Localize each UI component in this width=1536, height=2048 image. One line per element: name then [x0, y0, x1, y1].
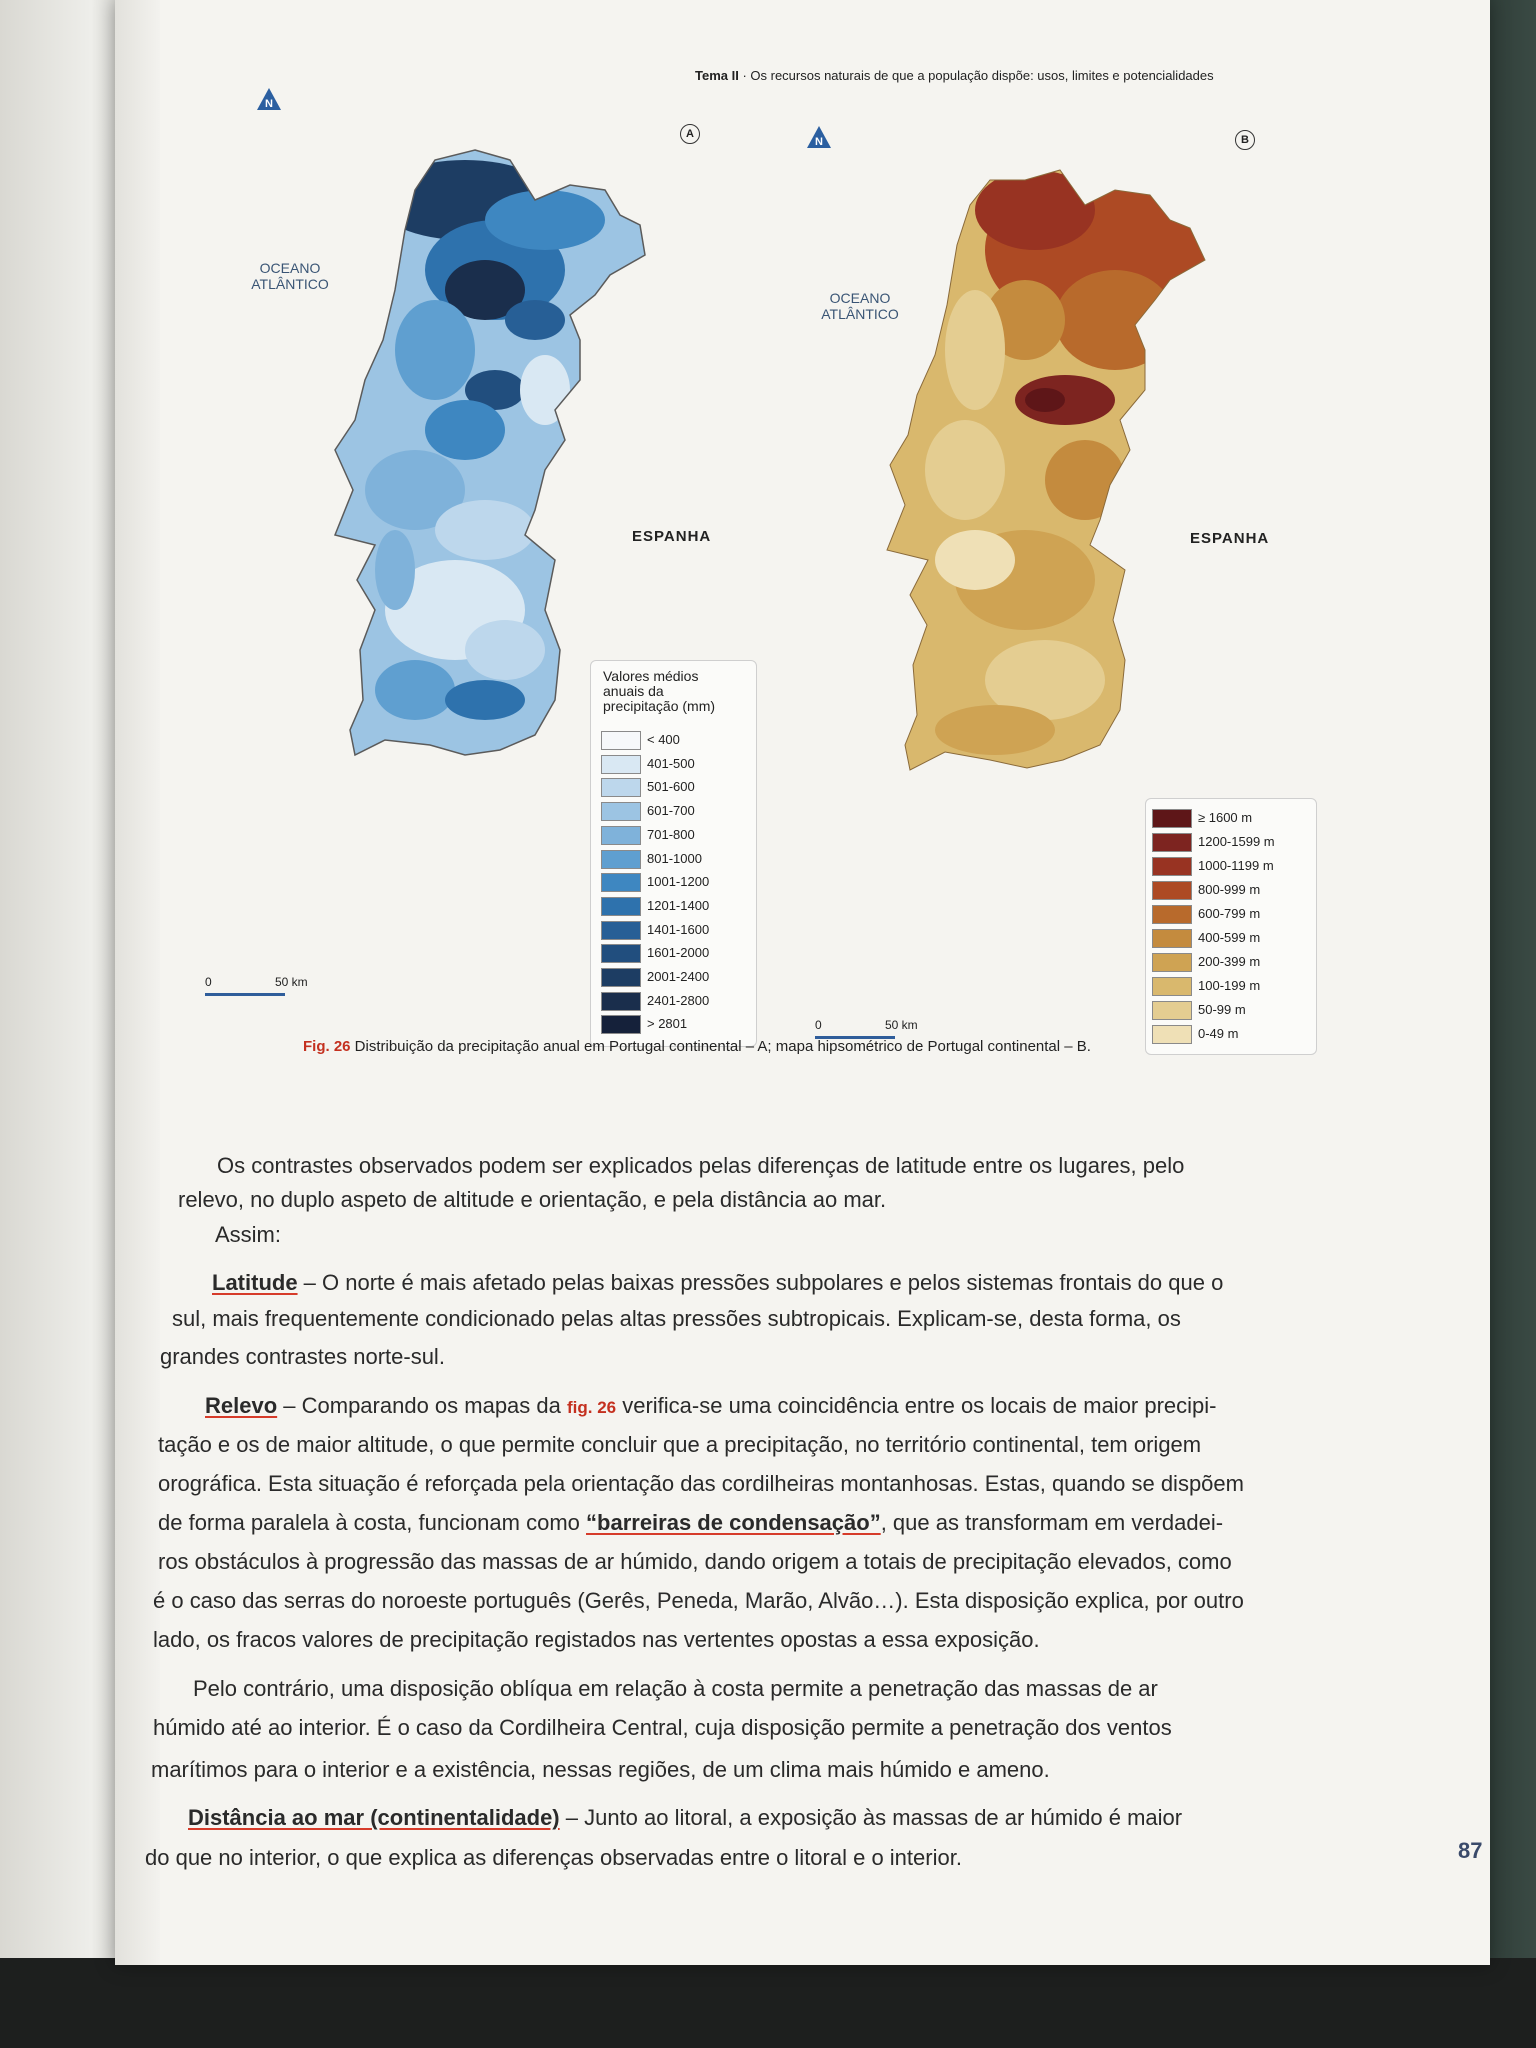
precipitation-legend-swatch — [601, 731, 641, 750]
p2-line1 — [212, 1270, 1223, 1296]
p3-term: Relevo — [205, 1393, 278, 1418]
p3-line4a: de forma paralela à costa, funcionam como — [158, 1510, 587, 1535]
precipitation-legend-label: 501-600 — [647, 779, 695, 795]
p3-line1a: – Comparando os mapas da — [277, 1393, 567, 1418]
altitude-legend-swatch — [1152, 953, 1192, 972]
header-tema: Tema II — [695, 68, 739, 83]
p2-term: Latitude — [212, 1270, 298, 1295]
page-number: 87 — [1458, 1838, 1483, 1863]
precipitation-legend — [590, 660, 757, 1047]
altitude-legend-label: 0-49 m — [1198, 1026, 1239, 1041]
precipitation-legend-label: 1601-2000 — [647, 945, 710, 961]
map-b-scale-zero: 0 — [815, 1018, 822, 1032]
precipitation-legend-label: > 2801 — [647, 1016, 688, 1032]
altitude-legend — [1145, 798, 1317, 1055]
map-b-letter: B — [1235, 130, 1255, 150]
altitude-legend-label: 800-999 m — [1198, 882, 1261, 897]
precipitation-legend-label: < 400 — [647, 732, 680, 747]
p1-line1: Os contrastes observados podem ser explicados pelas diferenças de latitude entre os lugares, pelo — [217, 1153, 1185, 1178]
precipitation-legend-label: 2401-2800 — [647, 992, 710, 1008]
map-b-spain-label: ESPANHA — [1190, 530, 1270, 547]
altitude-legend-swatch — [1152, 905, 1192, 924]
altitude-legend-swatch — [1152, 929, 1192, 948]
precipitation-legend-swatch — [601, 968, 641, 987]
page-gutter — [115, 0, 160, 1965]
altitude-legend-label: 1200-1599 m — [1198, 834, 1275, 849]
altitude-legend-label: 50-99 m — [1198, 1002, 1246, 1017]
precipitation-legend-swatch — [601, 850, 641, 869]
header-text: · Os recursos naturais de que a população dispõe: usos, limites e potencialidades — [738, 68, 1214, 83]
precipitation-legend-swatch — [601, 873, 641, 892]
map-a-spain-label: ESPANHA — [632, 528, 712, 545]
p4-line2: húmido até ao interior. É o caso da Cordilheira Central, cuja disposição permite a penetração dos ventos — [153, 1715, 1172, 1740]
background-bottom — [0, 1958, 1536, 2048]
p4-line1: Pelo contrário, uma disposição oblíqua em relação à costa permite a penetração das massas de ar — [193, 1676, 1158, 1701]
altitude-legend-label: 400-599 m — [1198, 930, 1261, 945]
figure-caption-text: Distribuição da precipitação anual em Portugal continental – A; mapa hipsométrico de Portugal continental – B. — [350, 1038, 1091, 1055]
precipitation-legend-label: 401-500 — [647, 755, 695, 771]
precipitation-legend-swatch — [601, 992, 641, 1011]
map-b-scale-dist: 50 km — [885, 1018, 918, 1032]
background-left — [0, 0, 130, 2048]
map-b-ocean-label: OCEANO ATLÂNTICO — [821, 290, 899, 322]
p3-fig-ref: fig. 26 — [567, 1398, 617, 1417]
altitude-legend-swatch — [1152, 1001, 1192, 1020]
altitude-legend-swatch — [1152, 881, 1192, 900]
p2-line2: sul, mais frequentemente condicionado pelas altas pressões subtropicais. Explicam-se, desta forma, os — [172, 1306, 1181, 1331]
altitude-legend-swatch — [1152, 809, 1192, 828]
precipitation-legend-swatch — [601, 944, 641, 963]
map-a-scale — [205, 975, 335, 1005]
page-header — [695, 68, 1214, 83]
precipitation-legend-swatch — [601, 921, 641, 940]
altitude-legend-swatch — [1152, 977, 1192, 996]
p3-line4 — [158, 1510, 1223, 1536]
precipitation-legend-swatch — [601, 802, 641, 821]
altitude-legend-label: ≥ 1600 m — [1198, 810, 1253, 825]
altitude-legend-label: 200-399 m — [1198, 954, 1261, 969]
figure-number: Fig. 26 — [303, 1038, 351, 1055]
altitude-legend-label: 600-799 m — [1198, 906, 1261, 921]
p3-line6: é o caso das serras do noroeste português (Gerês, Peneda, Marão, Alvão…). Esta disposição explica, por outro — [153, 1588, 1244, 1613]
book-page — [115, 0, 1490, 1965]
p3-line5: ros obstáculos à progressão das massas de ar húmido, dando origem a totais de precipitação elevados, como — [158, 1549, 1232, 1574]
p3-line1b: verifica-se uma coincidência entre os locais de maior precipi- — [616, 1393, 1217, 1418]
precipitation-legend-swatch — [601, 1015, 641, 1034]
altitude-legend-swatch — [1152, 833, 1192, 852]
precipitation-legend-swatch — [601, 778, 641, 797]
map-a-scale-bar — [205, 993, 285, 996]
p2-line1-text: – O norte é mais afetado pelas baixas pressões subpolares e pelos sistemas frontais do que o — [297, 1270, 1224, 1295]
p2-line3: grandes contrastes norte-sul. — [160, 1344, 445, 1369]
p3-line4b: “barreiras de condensação” — [586, 1510, 881, 1535]
precipitation-legend-label: 1201-1400 — [647, 897, 710, 913]
altitude-legend-label: 100-199 m — [1198, 978, 1261, 993]
p3-line4c: , que as transformam em verdadei- — [880, 1510, 1224, 1535]
p4-line3: marítimos para o interior e a existência, nessas regiões, de um clima mais húmido e ameno. — [151, 1757, 1050, 1782]
p5-line1 — [188, 1805, 1182, 1831]
altitude-legend-label: 1000-1199 m — [1198, 858, 1274, 873]
map-a-ocean-label: OCEANO ATLÂNTICO — [251, 260, 329, 292]
p3-line1 — [205, 1393, 1217, 1419]
altitude-legend-swatch — [1152, 1025, 1192, 1044]
precipitation-legend-swatch — [601, 755, 641, 774]
precipitation-legend-label: 801-1000 — [647, 850, 702, 866]
altitude-legend-swatch — [1152, 857, 1192, 876]
precipitation-legend-label: 601-700 — [647, 803, 695, 819]
p5-term: Distância ao mar (continentalidade) — [188, 1805, 560, 1830]
p3-line3: orográfica. Esta situação é reforçada pela orientação das cordilheiras montanhosas. Estas, quando se dispõem — [158, 1471, 1244, 1496]
precipitation-legend-label: 2001-2400 — [647, 969, 710, 984]
p3-line7: lado, os fracos valores de precipitação registados nas vertentes opostas a essa exposição. — [153, 1627, 1040, 1652]
map-a-scale-zero: 0 — [205, 975, 212, 989]
north-b-label: N — [815, 136, 823, 148]
p1-line2: relevo, no duplo aspeto de altitude e orientação, e pela distância ao mar. — [178, 1187, 887, 1212]
precipitation-legend-label: 701-800 — [647, 826, 695, 842]
north-a-label: N — [265, 98, 273, 110]
map-a-scale-dist: 50 km — [275, 975, 308, 989]
map-a-letter: A — [680, 124, 700, 144]
p3-line2: tação e os de maior altitude, o que permite concluir que a precipitação, no território continental, tem origem — [158, 1432, 1202, 1457]
precipitation-legend-swatch — [601, 826, 641, 845]
precipitation-legend-swatch — [601, 897, 641, 916]
precipitation-legend-title: Valores médios anuais da precipitação (mm) — [603, 668, 716, 714]
p5-line1-text: – Junto ao litoral, a exposição às massas de ar húmido é maior — [559, 1805, 1183, 1830]
precipitation-legend-label: 1401-1600 — [647, 921, 710, 937]
figure-caption — [303, 1038, 1091, 1055]
p5-line2: do que no interior, o que explica as diferenças observadas entre o litoral e o interior. — [145, 1845, 962, 1870]
precipitation-legend-label: 1001-1200 — [647, 874, 710, 890]
p1-line3: Assim: — [215, 1222, 281, 1247]
